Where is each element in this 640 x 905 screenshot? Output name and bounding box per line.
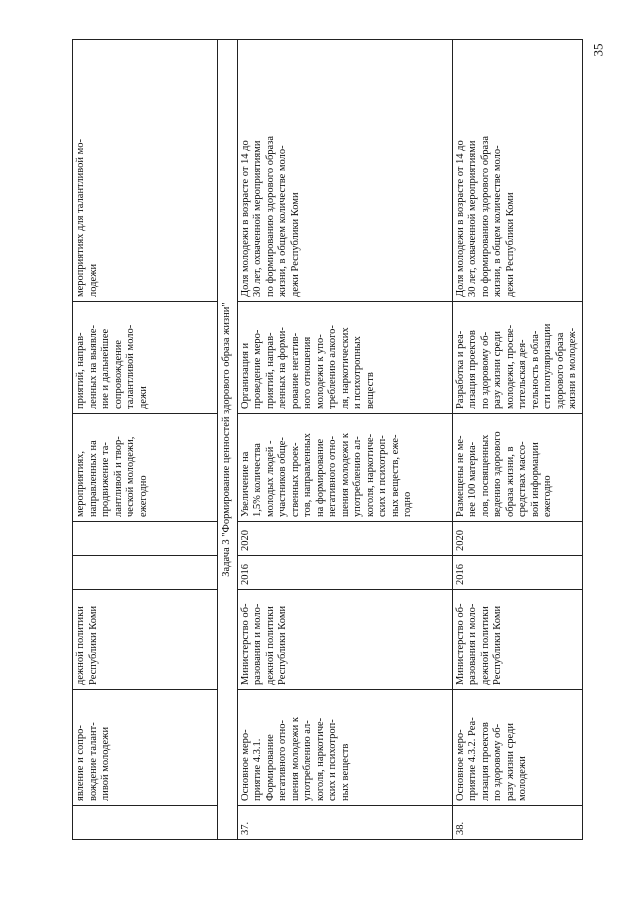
cell-start-year: 2016	[452, 556, 582, 590]
page-number: 35	[590, 43, 606, 57]
cell-indicator: Доля молодежи в возрасте от 14 до 30 лет, охваченной мероприятиями по формированию здорового образа жизни, в общем количестве моло- дежи Республики Коми	[452, 40, 582, 302]
cell-num: 38.	[452, 806, 582, 840]
cell-num	[73, 806, 218, 840]
program-table	[72, 39, 583, 840]
cell-end-year: 2020	[237, 522, 452, 556]
cell-indicator: Доля молодежи в возрасте от 14 до 30 лет, охваченной мероприятиями по формированию здорового образа жизни, в общем количестве моло- дежи Республики Коми	[237, 40, 452, 302]
program-table-sheet	[72, 40, 578, 840]
cell-result: Размещены не ме- нее 100 материа- лов, посвященных ведению здорового образа жизни, в средствах массо- вой информации ежегодно	[452, 414, 582, 522]
cell-event: явление и сопро- вождение талант- ливой молодежи	[73, 690, 218, 806]
task-header-row	[218, 40, 238, 840]
cell-indicator: мероприятиях для талантливой мо- лодежи	[73, 40, 218, 302]
table-row	[237, 40, 452, 840]
cell-consequence: приятий, направ- ленных на выявле- ние и дальнейшее сопровождение талантливой моло- дежи	[73, 302, 218, 414]
table-row	[452, 40, 582, 840]
cell-event: Основное меро- приятие 4.3.1. Формирование негативного отно- шения молодежи к употреблению ал- коголя, наркотиче- ских и психотроп- ных веществ	[237, 690, 452, 806]
cell-consequence: Разработка и реа- лизация проектов по здоровому об- разу жизни среди молодежи, просве- тительская дея- тельность в обла- сти популяризации здорового образа жизни в молодеж-	[452, 302, 582, 414]
cell-consequence: Организация и проведение меро- приятий, направ- ленных на форми- рование негатив- ного отношения молодежи к упо- треблению алкого- ля, наркотических и психотропных веществ	[237, 302, 452, 414]
cell-end-year	[73, 522, 218, 556]
cell-executor: Министерство об- разования и моло- дежной политики Республики Коми	[452, 590, 582, 690]
task-header: Задача 3 "Формирование ценностей здорового образа жизни"	[218, 40, 238, 840]
table-row-continuation	[73, 40, 218, 840]
cell-start-year: 2016	[237, 556, 452, 590]
cell-executor: Министерство об- разования и моло- дежной политики Республики Коми	[237, 590, 452, 690]
cell-result: мероприятиях, направленных на продвижение та- лантливой и твор- ческой молодежи, ежегодно	[73, 414, 218, 522]
cell-executor: дежной политики Республики Коми	[73, 590, 218, 690]
cell-end-year: 2020	[452, 522, 582, 556]
rotated-page	[72, 40, 578, 840]
cell-start-year	[73, 556, 218, 590]
cell-result: Увеличение на 1,5% количества молодых людей - участников обще- ственных проек- тов, направленных на формирование негативного отно- шения молодежи к употреблению ал- коголя, наркотиче- ских и психотроп- ных веществ, еже- годно	[237, 414, 452, 522]
cell-num: 37.	[237, 806, 452, 840]
cell-event: Основное меро- приятие 4.3.2. Реа- лизация проектов по здоровому об- разу жизни среди молодежи	[452, 690, 582, 806]
